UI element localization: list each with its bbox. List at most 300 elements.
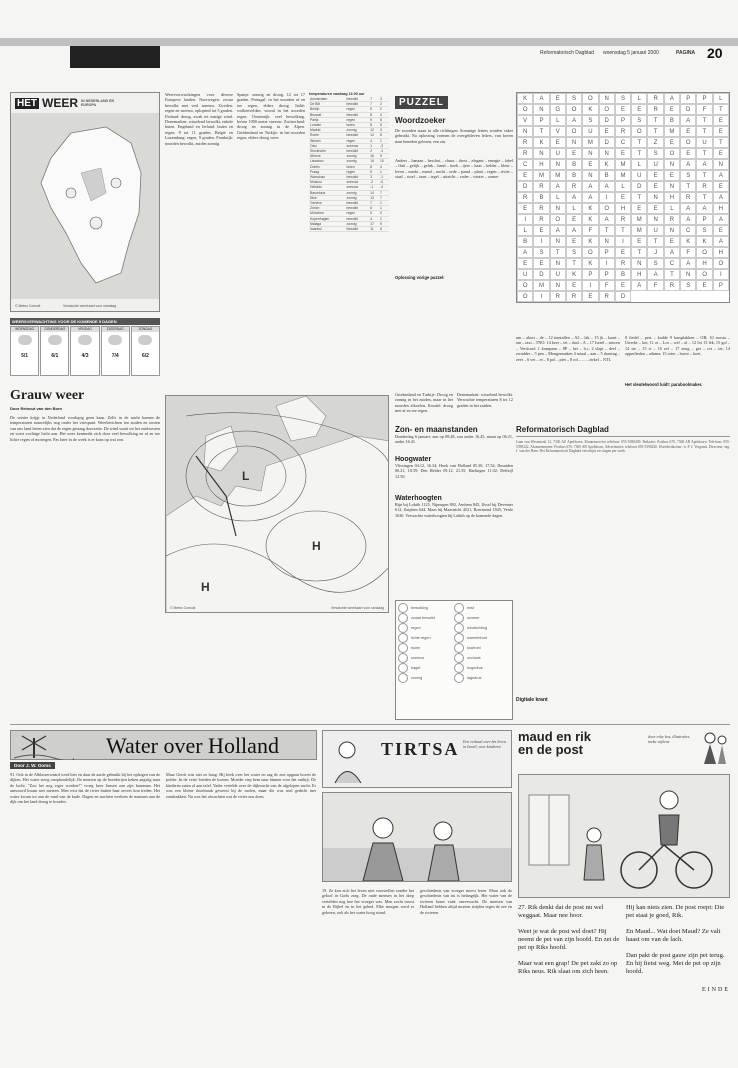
grid-letter: T [647, 126, 663, 137]
legend-row [398, 663, 510, 673]
legend-label: hagel [411, 666, 421, 670]
table-cell: bewolkt [346, 206, 370, 211]
grid-letter: L [631, 159, 647, 170]
europe-map-panel [165, 395, 389, 613]
grid-letter: N [664, 159, 680, 170]
table-cell: buien [346, 123, 370, 128]
table-cell: 14 [369, 133, 379, 138]
grid-letter: S [566, 247, 582, 258]
water-column-2: Maar Gerrit was niet zo bang. Hij keek over het water en zag de zon opgaan boven de polder. In de verte loeiden de koeien. Moeder riep hem naar binnen voor het ontbijt. De kinderen zaten al aan tafel. Vader vertelde over de dijkwacht van de afgelopen nacht. Er was een kleine doorbraak geweest bij de molen, maar die was snel gedicht met zandzakken. Nu was het afwachten wat de rivier zou doen. [166, 772, 316, 799]
grid-letter: E [517, 258, 533, 269]
table-cell: 8 [369, 164, 379, 169]
europe-map [166, 396, 389, 613]
table-cell: 1 [379, 201, 389, 206]
table-cell: Parijs [309, 117, 346, 122]
table-cell: -2 [369, 180, 379, 185]
grid-letter: U [696, 137, 712, 148]
grid-letter: T [566, 258, 582, 269]
grid-letter: R [566, 291, 582, 302]
forecast-day-name: DONDERDAG [41, 327, 68, 332]
grid-letter: T [631, 137, 647, 148]
grid-letter: R [647, 93, 663, 104]
grid-letter: E [680, 148, 696, 159]
grid-letter: A [582, 192, 598, 203]
legend-symbol-icon [454, 613, 464, 623]
tirtsa-illustration-box [322, 792, 512, 882]
grid-letter: P [582, 269, 598, 280]
table-cell: regen [346, 107, 370, 112]
grid-letter: T [696, 192, 712, 203]
grid-letter: E [713, 115, 729, 126]
table-cell: Oslo [309, 143, 346, 148]
table-cell: bewolkt [346, 97, 370, 102]
table-cell: Wenen [309, 138, 346, 143]
table-cell: Kopenhagen [309, 216, 346, 221]
grid-letter: E [615, 247, 631, 258]
grid-letter: O [680, 137, 696, 148]
cloud-icon [18, 335, 32, 345]
grid-letter: T [696, 148, 712, 159]
low-pressure-label: L [242, 469, 250, 483]
grid-letter: O [696, 269, 712, 280]
table-cell: 6 [379, 227, 389, 232]
grid-letter: R [680, 192, 696, 203]
grid-letter: A [696, 159, 712, 170]
grid-letter: B [664, 115, 680, 126]
temperature-table [309, 97, 389, 232]
cloud-icon [90, 217, 102, 229]
grid-letter: E [533, 258, 549, 269]
scandinavia [276, 396, 326, 441]
page-number: 20 [707, 45, 723, 61]
legend-row [398, 653, 510, 663]
grid-letter: L [713, 93, 729, 104]
legend-symbol-icon [454, 603, 464, 613]
legend-row [398, 623, 510, 633]
grid-letter: I [533, 291, 549, 302]
table-cell: 7 [379, 195, 389, 200]
grid-letter: T [713, 137, 729, 148]
europe-map-caption: Verwachte weerkaart voor vandaag [330, 606, 384, 610]
grid-letter: P [599, 247, 615, 258]
forecast-day [70, 326, 99, 376]
grid-letter: E [680, 126, 696, 137]
table-cell: Stockholm [309, 149, 346, 154]
grid-letter: T [631, 247, 647, 258]
table-cell: zonnig [346, 128, 370, 133]
table-cell: Athene [309, 154, 346, 159]
grid-letter: A [566, 225, 582, 236]
colophon-text: Laan van Westenenk 12, 7336 AZ Apeldoorn. Klantenservice telefoon: 055-5390200. Redactie: Postbus 670, 7300 AR Apeldoorn. Telefoon: 055-5390222. Abonnementen: Postbus 670, 7300 AR Apeldoorn. Advertenties: telefoon 055-5390220. Hoofdredacteur: ir. P. J. Vergunst. Directeur: ing. J. van der Ham. Het Reformatorisch Dagblad verschijnt zes dagen per week. [516, 440, 730, 454]
puzzle-bottom-right: Denemarken: wisselend bewolkt. Verwachte temperaturen 8 tot 12 graden in het zuiden. [457, 392, 513, 408]
grid-letter: E [566, 214, 582, 225]
grid-letter: K [696, 236, 712, 247]
grid-letter: T [680, 181, 696, 192]
forecast-temp: 5/1 [21, 353, 29, 359]
table-cell: regen [346, 138, 370, 143]
kids-illustration [518, 774, 730, 898]
issue-date: woensdag 5 januari 2000 [603, 50, 659, 56]
table-cell: Istanbul [309, 227, 346, 232]
grid-letter: E [566, 280, 582, 291]
grid-letter: A [713, 214, 729, 225]
table-cell: 5 [369, 107, 379, 112]
grid-letter: P [713, 280, 729, 291]
grid-letter: U [631, 170, 647, 181]
kids-subtitle: door roby bos, illustraties ineke wijkens [648, 734, 690, 744]
table-cell: 8 [369, 112, 379, 117]
tirtsa-illustration [327, 735, 377, 785]
puzzle-text-panel [395, 92, 513, 280]
section-title: Varia [96, 44, 145, 69]
table-cell: bewolkt [346, 133, 370, 138]
grid-letter: U [550, 148, 566, 159]
forecast-day-name: ZATERDAG [102, 327, 129, 332]
table-cell: Lissabon [309, 159, 346, 164]
grid-letter: A [566, 192, 582, 203]
table-cell: 11 [369, 227, 379, 232]
grid-letter: T [664, 269, 680, 280]
colophon-panel [516, 425, 730, 720]
table-cell: zonnig [346, 221, 370, 226]
grid-letter: O [566, 104, 582, 115]
map-caption: Verwachte weerkaart voor vandaag [63, 304, 117, 308]
grid-letter: M [631, 214, 647, 225]
water-header [10, 730, 317, 760]
table-cell: 10 [379, 159, 389, 164]
grid-letter: E [533, 225, 549, 236]
table-cell: zonnig [346, 190, 370, 195]
grid-letter: G [550, 104, 566, 115]
grid-letter: O [566, 126, 582, 137]
grid-letter: B [517, 236, 533, 247]
grid-letter: R [664, 280, 680, 291]
table-cell: 0 [379, 211, 389, 216]
grid-letter: E [647, 203, 663, 214]
table-cell: 1 [379, 216, 389, 221]
table-cell: 5 [369, 169, 379, 174]
forecast-title: WEERSVERWACHTING VOOR DE KOMENDE 5 DAGEN [10, 318, 160, 325]
grid-letter: N [582, 148, 598, 159]
cloud-icon [111, 178, 121, 188]
table-cell: -1 [379, 175, 389, 180]
grid-letter: L [566, 203, 582, 214]
table-cell: 5 [369, 211, 379, 216]
grid-letter: O [582, 93, 598, 104]
table-cell: Barcelona [309, 190, 346, 195]
table-cell: 9 [369, 117, 379, 122]
grid-letter: A [680, 203, 696, 214]
grid-letter: S [533, 247, 549, 258]
grid-letter: E [631, 104, 647, 115]
grid-letter: O [696, 247, 712, 258]
grid-letter: A [550, 225, 566, 236]
grid-letter: F [647, 280, 663, 291]
table-cell: buien [346, 164, 370, 169]
grid-letter: K [680, 236, 696, 247]
postman-on-bike [519, 775, 729, 897]
legend-label: windrichting [467, 626, 488, 630]
high-pressure-label: H [312, 539, 321, 553]
grid-letter: D [680, 104, 696, 115]
legend-symbol-icon [398, 643, 408, 653]
grid-letter: T [696, 115, 712, 126]
grid-letter: B [566, 170, 582, 181]
grid-letter: P [680, 93, 696, 104]
grid-letter: T [533, 126, 549, 137]
table-cell: 4 [379, 112, 389, 117]
legend-label: lagedruk [467, 676, 482, 680]
grid-letter: M [615, 159, 631, 170]
cloud-icon [138, 335, 152, 345]
grid-letter: N [550, 280, 566, 291]
grid-letter: O [550, 214, 566, 225]
tirtsa-subtitle: Een verhaal over het leven in Israël, voor kinderen [463, 739, 506, 749]
grid-letter: K [582, 104, 598, 115]
water-title: Water over Holland [106, 733, 279, 758]
table-cell: 9 [379, 221, 389, 226]
article-title: Grauw weer [10, 388, 85, 403]
forecast-day-name: WOENSDAG [11, 327, 38, 332]
grid-letter: C [664, 258, 680, 269]
article-byline: Door Reinout van den Born [10, 406, 62, 411]
grid-letter: V [550, 126, 566, 137]
grid-letter: A [680, 258, 696, 269]
kids-text-left [518, 904, 622, 976]
grid-letter: L [631, 93, 647, 104]
grid-letter: N [599, 148, 615, 159]
grid-letter: M [582, 137, 598, 148]
grid-letter: N [647, 192, 663, 203]
grid-letter: P [615, 115, 631, 126]
grid-letter: D [631, 181, 647, 192]
grid-letter: I [599, 192, 615, 203]
grid-letter: N [550, 159, 566, 170]
grid-letter: A [713, 192, 729, 203]
page-label: PAGINA [676, 50, 696, 56]
logo-subtitle: IN NEDERLAND EN EUROPA [81, 99, 115, 107]
grid-letter: T [615, 225, 631, 236]
grid-letter: U [647, 159, 663, 170]
legend-symbol-icon [398, 673, 408, 683]
grid-letter: B [533, 192, 549, 203]
table-cell: Moskou [309, 180, 346, 185]
puzzle-title: Woordzoeker [395, 116, 446, 125]
colophon-title: Reformatorisch Dagblad [516, 425, 730, 437]
table-cell: bewolkt [346, 149, 370, 154]
grid-letter: K [533, 137, 549, 148]
forecast-day-name: VRIJDAG [71, 327, 98, 332]
legend-label: zwaar bewolkt [411, 616, 436, 620]
grid-letter: E [647, 170, 663, 181]
grid-letter: B [566, 159, 582, 170]
grid-letter: R [566, 181, 582, 192]
grid-letter: O [517, 280, 533, 291]
grid-letter: M [664, 126, 680, 137]
grid-letter: L [517, 225, 533, 236]
puzzle-solution-title: Oplossing vorige puzzel: [395, 275, 445, 280]
legend-label: lichte regen [411, 636, 431, 640]
table-cell: 14 [369, 190, 379, 195]
grid-letter: H [664, 192, 680, 203]
grid-letter: A [664, 93, 680, 104]
grid-letter: N [582, 170, 598, 181]
grid-letter: C [615, 137, 631, 148]
grid-letter: F [599, 280, 615, 291]
grid-letter: T [550, 247, 566, 258]
legend-symbol-icon [454, 633, 464, 643]
windmill-icon [14, 732, 74, 760]
grid-letter: E [599, 126, 615, 137]
legend-symbol-icon [454, 663, 464, 673]
grid-letter: L [550, 115, 566, 126]
grid-letter: A [550, 181, 566, 192]
grid-letter: I [582, 280, 598, 291]
table-cell: -4 [379, 185, 389, 190]
grid-letter: J [647, 247, 663, 258]
grid-letter: Z [647, 137, 663, 148]
table-cell: 1 [379, 138, 389, 143]
kids-verse: Weet je wat de post wel doet? Hij neemt de pet van zijn hoofd. En zet de pet op Riks hoofd. [518, 928, 620, 951]
grid-letter: P [533, 115, 549, 126]
weather-nl-panel [10, 92, 160, 312]
grid-letter: A [664, 247, 680, 258]
grid-letter: E [713, 225, 729, 236]
kids-verse: Maar wat een grap! De pet zakt zo op Riks neus. Rik slaat om zich heen. [518, 960, 618, 975]
table-cell: 17 [369, 221, 379, 226]
table-cell: 1 [369, 143, 379, 148]
grid-letter: K [582, 236, 598, 247]
grid-letter: R [599, 291, 615, 302]
grid-letter: S [680, 170, 696, 181]
grid-letter: O [631, 126, 647, 137]
table-cell: 8 [369, 123, 379, 128]
grid-letter: I [533, 236, 549, 247]
grid-letter: H [713, 247, 729, 258]
sun-moon-panel [395, 425, 513, 552]
kids-title-line2: en de post [518, 742, 584, 757]
grid-letter: A [647, 269, 663, 280]
grid-letter: N [533, 148, 549, 159]
kids-figure-icon [700, 730, 730, 766]
grid-letter: P [696, 214, 712, 225]
forecast-temp: 4/3 [81, 353, 89, 359]
grid-letter: M [550, 170, 566, 181]
grid-letter: H [533, 159, 549, 170]
grid-letter: E [550, 93, 566, 104]
grid-letter: E [647, 181, 663, 192]
grid-letter: R [664, 214, 680, 225]
table-cell: sneeuw [346, 143, 370, 148]
grid-letter: N [631, 258, 647, 269]
grid-letter: L [664, 203, 680, 214]
table-cell: 6 [369, 206, 379, 211]
grid-letter: L [615, 181, 631, 192]
grid-letter: D [533, 269, 549, 280]
grid-letter: A [696, 203, 712, 214]
table-cell: 9 [379, 154, 389, 159]
puzzle-bottom-left: Griekenland en Turkije: Droog en zonnig in het zuiden, maar in het noorden afkoelen. Kroatië: droog met af en toe regen. [395, 392, 453, 414]
grid-letter: N [647, 214, 663, 225]
grid-letter: E [615, 104, 631, 115]
grid-letter: O [517, 291, 533, 302]
grid-letter: K [582, 203, 598, 214]
table-cell: 15 [369, 159, 379, 164]
grid-letter: O [599, 203, 615, 214]
grid-letter: F [696, 104, 712, 115]
forecast-day [10, 326, 39, 376]
grid-letter: E [582, 291, 598, 302]
grid-letter: R [615, 126, 631, 137]
table-cell: Dublin [309, 164, 346, 169]
grid-letter: M [615, 170, 631, 181]
table-cell: regen [346, 211, 370, 216]
grid-letter: D [599, 137, 615, 148]
grid-letter: U [550, 269, 566, 280]
table-cell: bewolkt [346, 102, 370, 107]
grid-letter: R [615, 258, 631, 269]
table-cell: Nice [309, 195, 346, 200]
legend-symbol-icon [454, 673, 464, 683]
wave-title: Waterhoogten [395, 495, 442, 502]
grid-letter: E [664, 236, 680, 247]
grid-letter: T [631, 192, 647, 203]
cloud-icon [108, 335, 122, 345]
legend-label: buien [411, 646, 421, 650]
forecast-temp: 6/2 [141, 353, 149, 359]
legend-label: bewolking [411, 606, 428, 610]
kids-text-right [626, 904, 730, 994]
legend-symbol-icon [398, 623, 408, 633]
table-cell: sneeuw [346, 185, 370, 190]
cloud-icon [78, 335, 92, 345]
table-cell: 3 [369, 175, 379, 180]
table-cell: -6 [379, 180, 389, 185]
grid-letter: U [517, 269, 533, 280]
table-cell: -3 [379, 143, 389, 148]
grid-letter: R [533, 181, 549, 192]
wave-text: Rijn bij Lobith 1125, Nijmegen 892, Arnhem 845, IJssel bij Deventer 612, Zutphen 644. Maas bij Maastricht 4521, Roermond 1845, Venlo 1630. Verwachte waterhoogten bij Lobith op de komende dagen. [395, 502, 513, 518]
cloud-icon [66, 188, 76, 198]
forecast-panel [10, 318, 160, 380]
tirtsa-scene [323, 793, 511, 881]
table-cell: Amsterdam [309, 97, 346, 102]
table-cell: Helsinki [309, 185, 346, 190]
grid-letter: U [647, 225, 663, 236]
map-credit: © Meteo Consult [15, 304, 41, 308]
grid-letter: O [599, 104, 615, 115]
legend-symbol-icon [454, 623, 464, 633]
grid-letter: R [615, 214, 631, 225]
temperature-table-panel [309, 92, 389, 392]
tirtsa-column-2: geschiedenis van vroeger moest leren. Maar ook de geschiedenis van nu is belangrijk. Het water van de rivieren komt vaak onverwacht. De mensen van Holland hebben altijd moeten strijden tegen de zee en de rivieren. [420, 888, 512, 915]
grid-letter: S [582, 115, 598, 126]
legend-row [398, 673, 510, 683]
grid-letter: M [533, 170, 549, 181]
grid-letter: E [631, 236, 647, 247]
table-cell: -1 [369, 185, 379, 190]
grid-letter: S [647, 148, 663, 159]
legend-label: mist [467, 606, 474, 610]
logo-weer: WEER [42, 96, 78, 110]
grid-letter: E [615, 192, 631, 203]
logo-het: HET [17, 97, 37, 109]
grid-letter: T [631, 148, 647, 159]
table-cell: 13 [369, 195, 379, 200]
kids-title-line1: maud en rik [518, 729, 591, 744]
grid-letter: M [533, 280, 549, 291]
table-cell: bewolkt [346, 216, 370, 221]
